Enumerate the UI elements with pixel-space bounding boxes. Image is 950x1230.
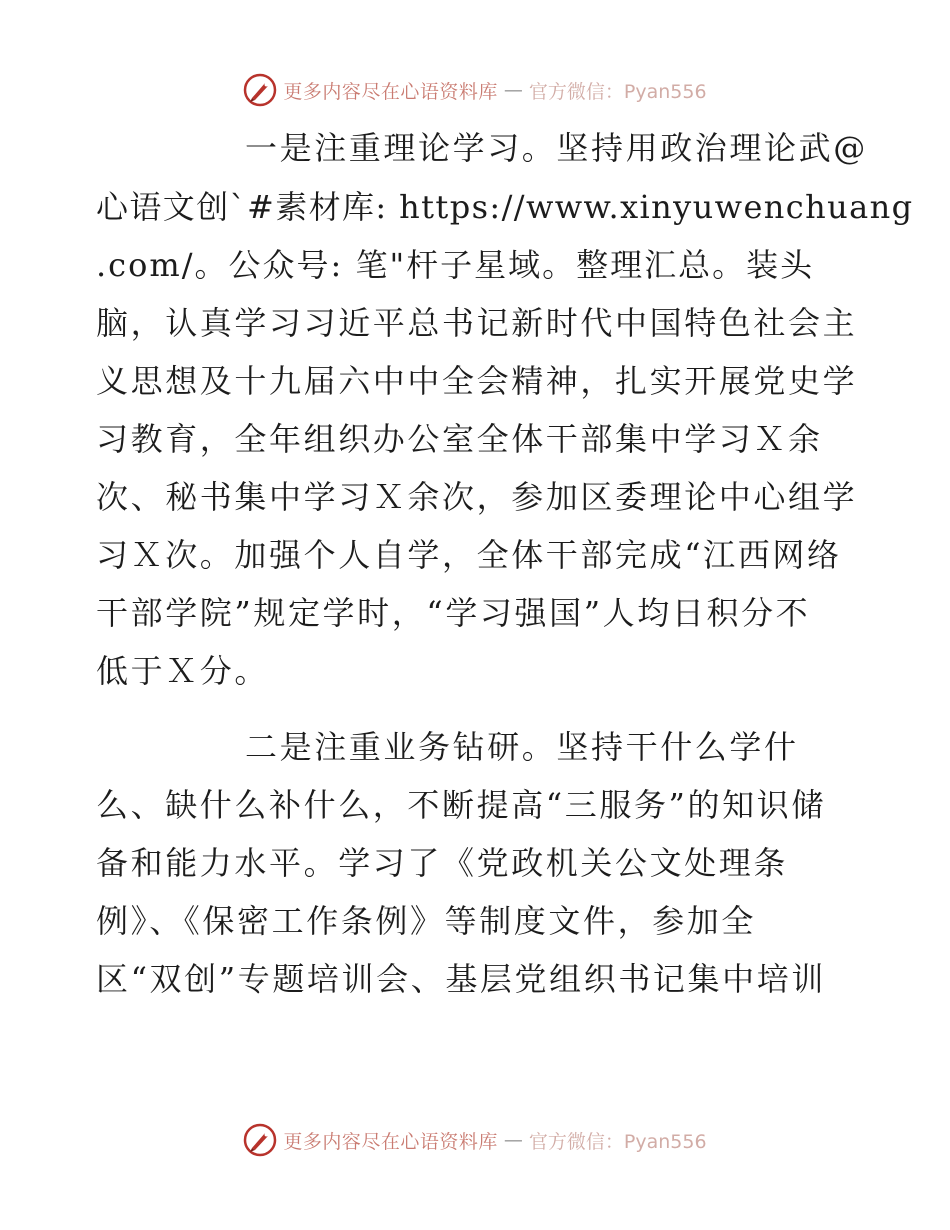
watermark-title: 更多内容尽在心语资料库	[283, 80, 498, 103]
header-watermark	[0, 72, 950, 108]
paragraph-line: 义思想及十九届六中中全会精神，扎实开展党史学	[96, 362, 858, 400]
pen-logo-icon	[243, 1123, 277, 1157]
paragraph-line: 二是注重业务钻研。坚持干什么学什	[245, 728, 799, 766]
paragraph-line: .com/。公众号: 笔"杆子星域。整理汇总。装头	[96, 246, 815, 284]
watermark-title: 更多内容尽在心语资料库	[283, 1130, 498, 1153]
paragraph-line: 备和能力水平。学习了《党政机关公文处理条	[96, 844, 789, 882]
paragraph-line: 心语文创`#素材库: https://www.xinyuwenchuang	[96, 188, 914, 226]
footer-watermark	[0, 1122, 950, 1158]
paragraph-line: 习教育，全年组织办公室全体干部集中学习Ｘ余	[96, 420, 823, 458]
watermark-contact: 官方微信：Pyan556	[528, 1130, 707, 1153]
paragraph-line: 脑，认真学习习近平总书记新时代中国特色社会主	[96, 304, 858, 342]
paragraph-line: 次、秘书集中学习Ｘ余次，参加区委理论中心组学	[96, 478, 858, 516]
watermark-dash: —	[503, 1129, 523, 1151]
watermark-contact: 官方微信：Pyan556	[528, 80, 707, 103]
pen-logo-icon	[243, 73, 277, 107]
paragraph-line: 么、缺什么补什么，不断提高“三服务”的知识储	[96, 786, 826, 824]
paragraph-line: 低于Ｘ分。	[96, 652, 270, 690]
paragraph-line: 一是注重理论学习。坚持用政治理论武@	[245, 129, 868, 167]
paragraph-line: 习Ｘ次。加强个人自学，全体干部完成“江西网络	[96, 536, 842, 574]
watermark-dash: —	[503, 79, 523, 101]
paragraph-line: 区“双创”专题培训会、基层党组织书记集中培训	[96, 960, 826, 998]
paragraph-line: 干部学院”规定学时，“学习强国”人均日积分不	[96, 594, 811, 632]
paragraph-line: 例》、《保密工作条例》等制度文件，参加全	[96, 902, 757, 940]
